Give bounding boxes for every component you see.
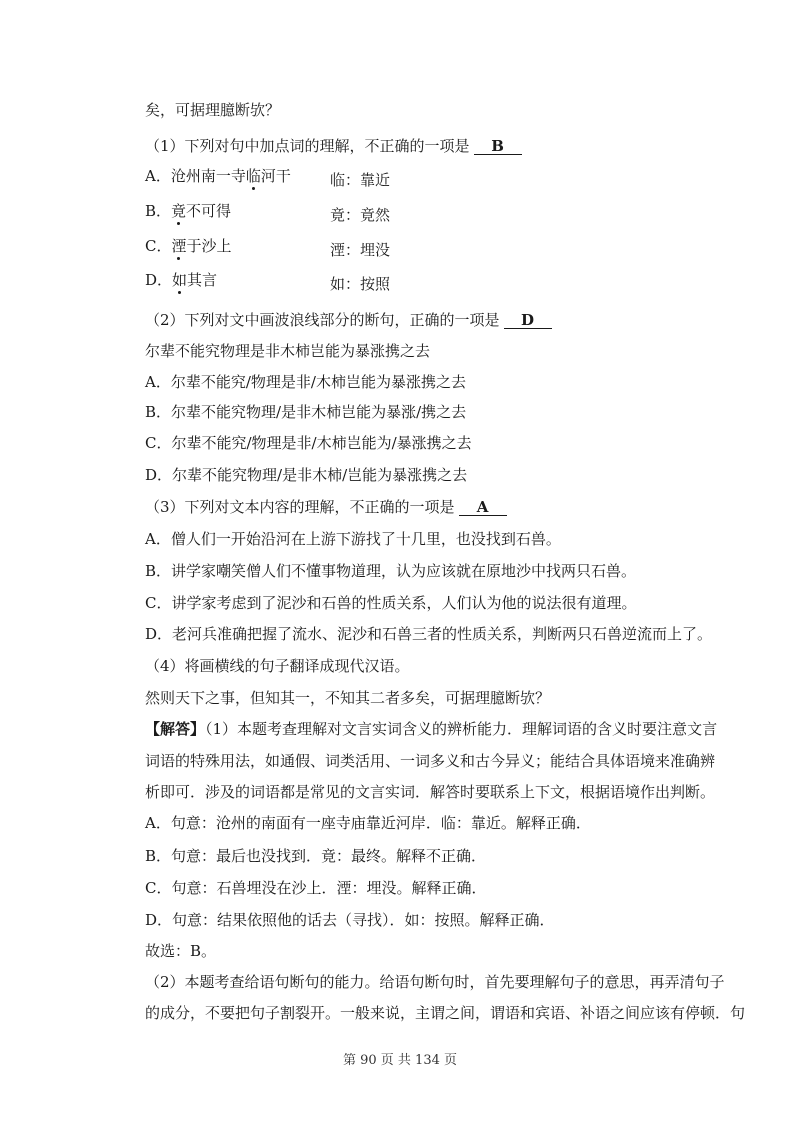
option-text: B． [145, 202, 172, 220]
explanation-b: B．句意：最后也没找到．竟：最终。解释不正确． [145, 847, 487, 865]
question-2-stem [145, 310, 552, 330]
answer-paragraph [145, 719, 717, 739]
option-gloss: 如：按照 [330, 275, 391, 293]
option-a: A．尔辈不能究/物理是非/木柿岂能为暴涨携之去 [145, 373, 466, 391]
question-text: （3）下列对文本内容的理解，不正确的一项是 [145, 498, 455, 516]
option-a: A．僧人们一开始沿河在上游下游找了十几里，也没找到石兽。 [145, 530, 561, 548]
answer-blank: A [459, 499, 507, 516]
question-3-stem [145, 497, 507, 517]
question-text: （1）下列对句中加点词的理解，不正确的一项是 [145, 137, 470, 155]
explanation-d: D．句意：结果依照他的话去（寻找）．如：按照。解释正确． [145, 911, 555, 929]
option-d: D．尔辈不能究物理/是非木柿/岂能为暴涨携之去 [145, 466, 468, 484]
answer-text: 的成分，不要把句子割裂开。一般来说，主谓之间，谓语和宾语、补语之间应该有停顿．句 [145, 1004, 746, 1022]
option-d: D．老河兵准确把握了流水、泥沙和石兽三者的性质关系，判断两只石兽逆流而上了。 [145, 625, 713, 643]
dotted-word: 湮 [171, 237, 187, 255]
answer-label: 【解答】 [145, 720, 206, 738]
underlined-sentence: 然则天下之事，但知其一，不知其二者多矣，可据理臆断欤？ [145, 689, 551, 707]
option-text: D． [145, 271, 173, 289]
question-1-stem [145, 136, 522, 156]
option-text: 其言 [187, 271, 218, 289]
option-b: B．讲学家嘲笑僧人们不懂事物道理，认为应该就在原地沙中找两只石兽。 [145, 562, 637, 580]
page-footer: 第 90 页 共 134 页 [342, 1053, 458, 1068]
dotted-word: 临 [245, 167, 261, 185]
option-text: C． [145, 237, 172, 255]
answer-text: 词语的特殊用法，如通假、词类活用、一词多义和古今异义；能结合具体语境来准确辨 [145, 752, 716, 770]
option-text: 于沙上 [186, 237, 232, 255]
question-4-stem: （4）将画横线的句子翻译成现代汉语。 [145, 657, 410, 675]
answer-text: 析即可．涉及的词语都是常见的文言实词．解答时要联系上下文，根据语境作出判断。 [145, 783, 716, 801]
option-a [145, 166, 291, 186]
question-text: （2）下列对文中画波浪线部分的断句，正确的一项是 [145, 311, 500, 329]
wavy-sentence: 尔辈不能究物理是非木柿岂能为暴涨携之去 [145, 342, 431, 360]
answer-choice: 故选：B。 [145, 942, 217, 960]
option-gloss: 竟：竟然 [330, 206, 391, 224]
option-b: B．尔辈不能究物理/是非木柿岂能为暴涨/携之去 [145, 403, 467, 421]
explanation-a: A．句意：沧州的南面有一座寺庙靠近河岸．临：靠近。解释正确． [145, 814, 591, 832]
option-c: C．尔辈不能究/物理是非/木柿岂能为/暴涨携之去 [145, 434, 472, 452]
answer-text: （2）本题考查给语句断句的能力。给语句断句时，首先要理解句子的意思，再弄清句子 [145, 973, 725, 991]
option-d [145, 270, 217, 290]
explanation-c: C．句意：石兽埋没在沙上．湮：埋没。解释正确． [145, 879, 487, 897]
option-gloss: 湮：埋没 [330, 241, 391, 259]
option-text: A．沧州南一寺 [145, 167, 246, 185]
option-text: 河干 [260, 167, 291, 185]
answer-text: （1）本题考查理解对文言实词含义的辨析能力．理解词语的含义时要注意文言 [205, 720, 718, 738]
dotted-word: 如 [172, 271, 188, 289]
option-b [145, 201, 231, 221]
option-c [145, 236, 232, 256]
option-c: C．讲学家考虑到了泥沙和石兽的性质关系，人们认为他的说法很有道理。 [145, 594, 637, 612]
option-gloss: 临：靠近 [330, 171, 391, 189]
option-text: 不可得 [186, 202, 232, 220]
text-line: 矣，可据理臆断欤？ [145, 101, 281, 119]
answer-blank: B [474, 138, 522, 155]
answer-blank: D [504, 312, 552, 329]
dotted-word: 竟 [171, 202, 187, 220]
